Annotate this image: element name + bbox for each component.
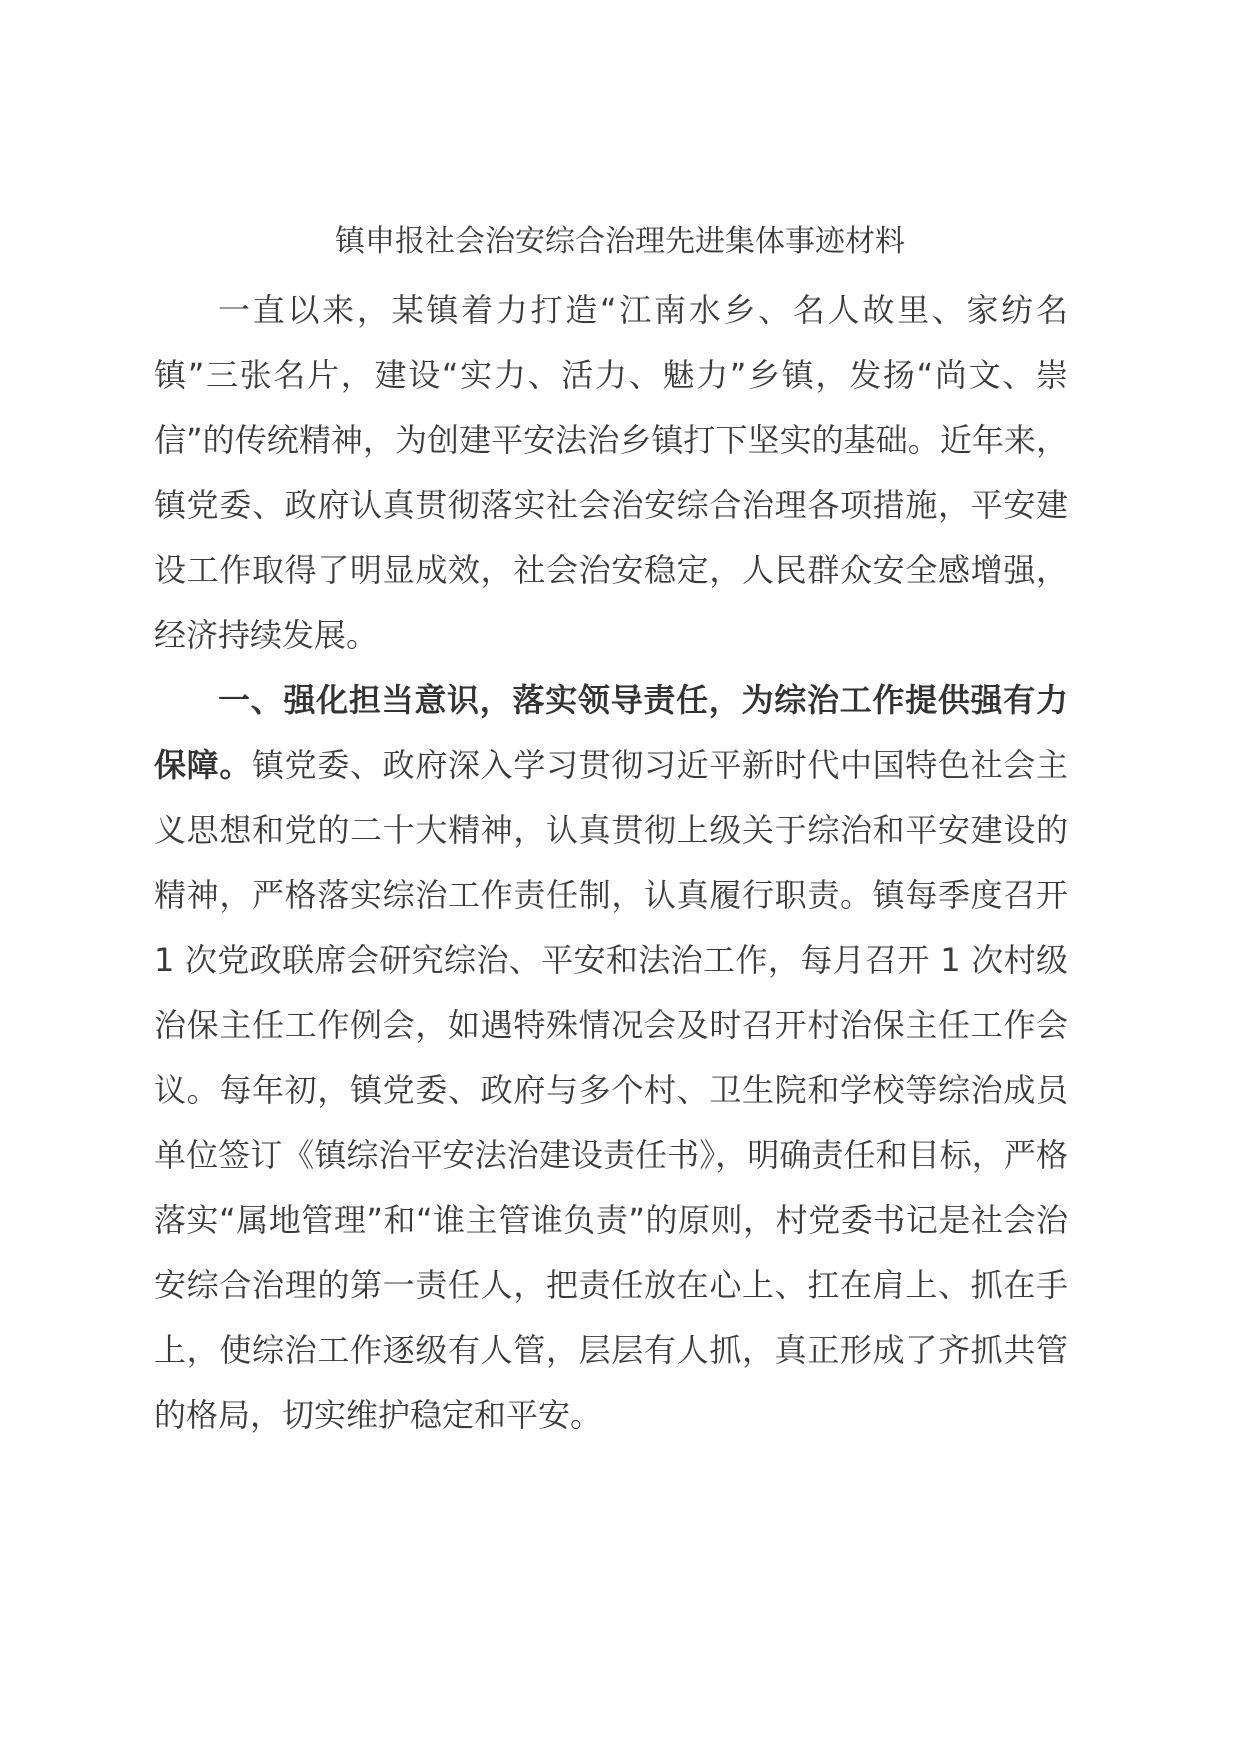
- paragraph-section-one: [154, 668, 1068, 1448]
- paragraph-text: 镇党委、政府深入学习贯彻习近平新时代中国特色社会主义思想和党的二十大精神，认真贯彻上级关于综治和平安建设的精神，严格落实综治工作责任制，认真履行职责。镇每季度召开 1 次党政联席会研究综治、平安和法治工作，每月召开 1 次村级治保主任工作例会，如遇特殊情况会及时召开村治保主任工作会议。每年初，镇党委、政府与多个村、卫生院和学校等综治成员单位签订《镇综治平安法治建设责任书》，明确责任和目标，严格落实“属地管理”和“谁主管谁负责”的原则，村党委书记是社会治安综合治理的第一责任人，把责任放在心上、扛在肩上、抓在手上，使综治工作逐级有人管，层层有人抓，真正形成了齐抓共管的格局，切实维护稳定和平安。: [154, 746, 1068, 1434]
- paragraph-intro: [154, 278, 1068, 668]
- document-body: [154, 278, 1068, 1448]
- document-title: 镇申报社会治安综合治理先进集体事迹材料: [335, 224, 905, 259]
- section-heading: 一、强化担当意识，落实领导责任，为综治工作提供强有力保障。: [154, 681, 1068, 784]
- paragraph-text: 一直以来，某镇着力打造“江南水乡、名人故里、家纺名镇”三张名片，建设“实力、活力、魅力”乡镇，发扬“尚文、崇信”的传统精神，为创建平安法治乡镇打下坚实的基础。近年来，镇党委、政府认真贯彻落实社会治安综合治理各项措施，平安建设工作取得了明显成效，社会治安稳定，人民群众安全感增强，经济持续发展。: [154, 291, 1068, 654]
